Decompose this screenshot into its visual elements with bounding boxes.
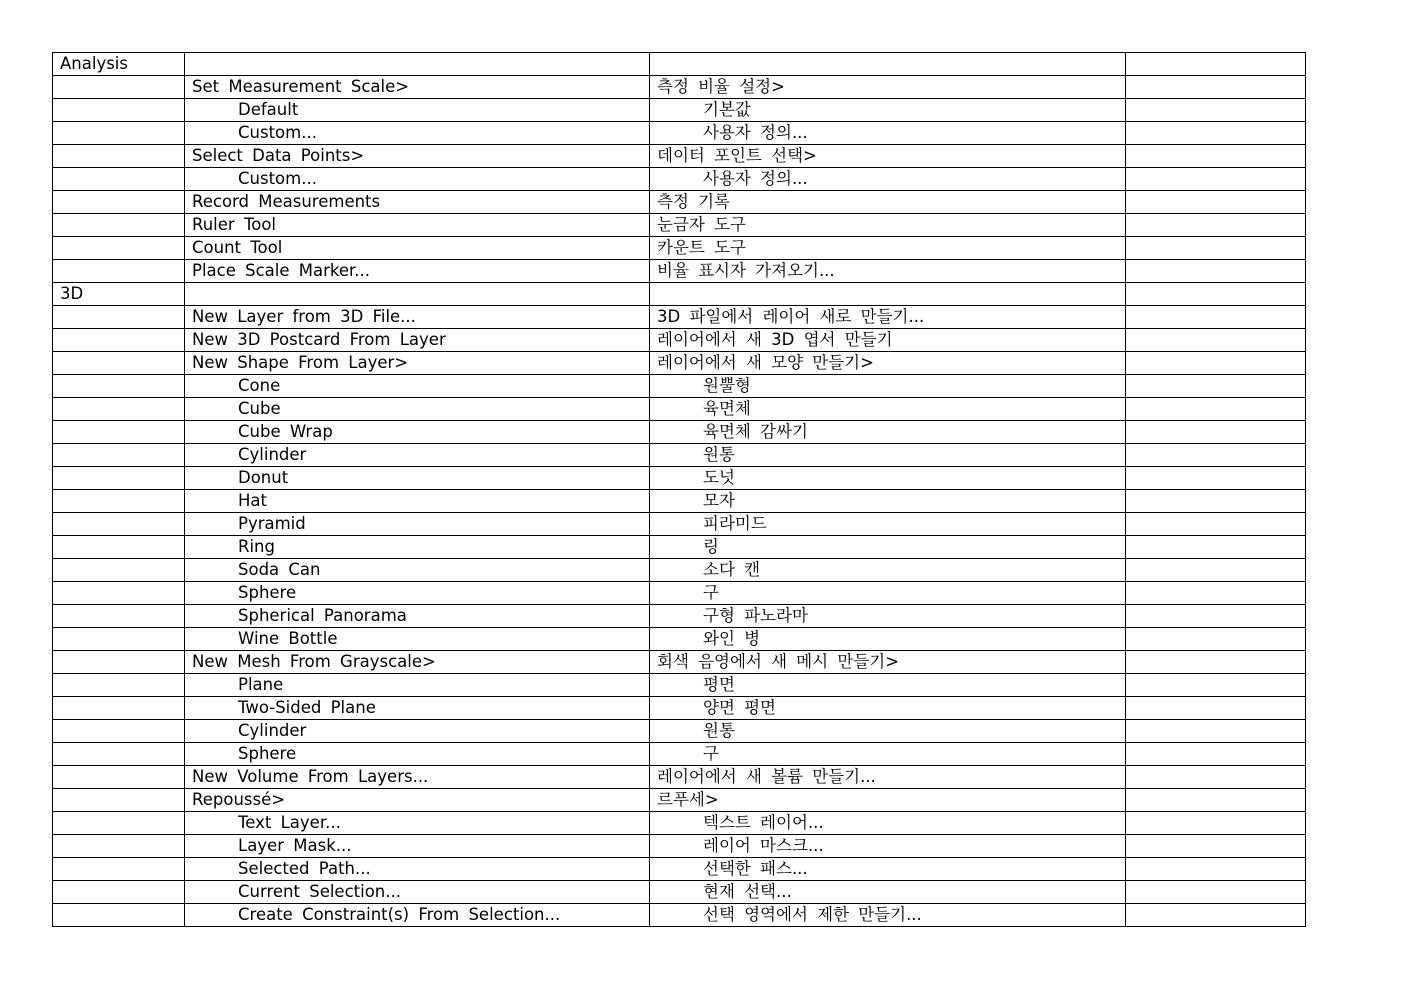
note-cell bbox=[1126, 467, 1306, 490]
note-cell bbox=[1126, 76, 1306, 99]
note-cell bbox=[1126, 605, 1306, 628]
table-row bbox=[53, 904, 1306, 927]
table-row bbox=[53, 76, 1306, 99]
menu-category-cell bbox=[53, 375, 185, 398]
note-cell bbox=[1126, 720, 1306, 743]
korean-label-cell: 구형 파노라마 bbox=[650, 605, 1126, 628]
menu-category-cell bbox=[53, 766, 185, 789]
table-row bbox=[53, 237, 1306, 260]
note-cell bbox=[1126, 306, 1306, 329]
english-label-cell: Ring bbox=[185, 536, 650, 559]
note-cell bbox=[1126, 536, 1306, 559]
table-row bbox=[53, 329, 1306, 352]
menu-category-cell bbox=[53, 76, 185, 99]
english-label-cell: Current Selection... bbox=[185, 881, 650, 904]
table-row bbox=[53, 490, 1306, 513]
menu-category-cell bbox=[53, 628, 185, 651]
korean-label-cell: 측정 비율 설정> bbox=[650, 76, 1126, 99]
korean-label-cell bbox=[650, 53, 1126, 76]
menu-category-cell bbox=[53, 697, 185, 720]
english-label-cell: Plane bbox=[185, 674, 650, 697]
note-cell bbox=[1126, 697, 1306, 720]
note-cell bbox=[1126, 490, 1306, 513]
english-label-cell: Repoussé> bbox=[185, 789, 650, 812]
korean-label-cell: 원통 bbox=[650, 444, 1126, 467]
korean-label-cell: 육면체 감싸기 bbox=[650, 421, 1126, 444]
note-cell bbox=[1126, 674, 1306, 697]
menu-category-cell bbox=[53, 352, 185, 375]
korean-label-cell: 구 bbox=[650, 743, 1126, 766]
korean-label-cell bbox=[650, 283, 1126, 306]
korean-label-cell: 레이어에서 새 볼륨 만들기... bbox=[650, 766, 1126, 789]
english-label-cell: Cylinder bbox=[185, 444, 650, 467]
english-label-cell: Cube bbox=[185, 398, 650, 421]
english-label-cell bbox=[185, 53, 650, 76]
korean-label-cell: 회색 음영에서 새 메시 만들기> bbox=[650, 651, 1126, 674]
table-row bbox=[53, 467, 1306, 490]
korean-label-cell: 레이어 마스크... bbox=[650, 835, 1126, 858]
menu-category-cell bbox=[53, 490, 185, 513]
korean-label-cell: 카운트 도구 bbox=[650, 237, 1126, 260]
note-cell bbox=[1126, 789, 1306, 812]
english-label-cell: Soda Can bbox=[185, 559, 650, 582]
menu-category-cell bbox=[53, 99, 185, 122]
korean-label-cell: 데이터 포인트 선택> bbox=[650, 145, 1126, 168]
menu-category-cell bbox=[53, 743, 185, 766]
table-row bbox=[53, 375, 1306, 398]
table-row bbox=[53, 168, 1306, 191]
korean-label-cell: 원뿔형 bbox=[650, 375, 1126, 398]
english-label-cell: Custom... bbox=[185, 122, 650, 145]
table-row bbox=[53, 444, 1306, 467]
table-body bbox=[53, 53, 1306, 927]
english-label-cell: Select Data Points> bbox=[185, 145, 650, 168]
korean-label-cell: 평면 bbox=[650, 674, 1126, 697]
menu-category-cell bbox=[53, 674, 185, 697]
menu-category-cell bbox=[53, 168, 185, 191]
english-label-cell: Sphere bbox=[185, 582, 650, 605]
korean-label-cell: 눈금자 도구 bbox=[650, 214, 1126, 237]
note-cell bbox=[1126, 237, 1306, 260]
english-label-cell: Cube Wrap bbox=[185, 421, 650, 444]
menu-translation-table bbox=[52, 52, 1306, 927]
table-row bbox=[53, 559, 1306, 582]
table-row bbox=[53, 674, 1306, 697]
english-label-cell: Create Constraint(s) From Selection... bbox=[185, 904, 650, 927]
table-row bbox=[53, 421, 1306, 444]
note-cell bbox=[1126, 168, 1306, 191]
menu-category-cell bbox=[53, 306, 185, 329]
menu-category-cell bbox=[53, 467, 185, 490]
english-label-cell: Custom... bbox=[185, 168, 650, 191]
table-row bbox=[53, 352, 1306, 375]
table-row bbox=[53, 651, 1306, 674]
english-label-cell: Set Measurement Scale> bbox=[185, 76, 650, 99]
korean-label-cell: 구 bbox=[650, 582, 1126, 605]
note-cell bbox=[1126, 421, 1306, 444]
note-cell bbox=[1126, 99, 1306, 122]
korean-label-cell: 와인 병 bbox=[650, 628, 1126, 651]
korean-label-cell: 선택 영역에서 제한 만들기... bbox=[650, 904, 1126, 927]
menu-category-cell bbox=[53, 858, 185, 881]
table-row bbox=[53, 306, 1306, 329]
table-row bbox=[53, 145, 1306, 168]
table-row bbox=[53, 835, 1306, 858]
menu-category-cell bbox=[53, 421, 185, 444]
note-cell bbox=[1126, 513, 1306, 536]
table-row bbox=[53, 536, 1306, 559]
menu-category-cell bbox=[53, 191, 185, 214]
menu-category-cell: Analysis bbox=[53, 53, 185, 76]
note-cell bbox=[1126, 559, 1306, 582]
menu-category-cell bbox=[53, 145, 185, 168]
korean-label-cell: 피라미드 bbox=[650, 513, 1126, 536]
menu-category-cell bbox=[53, 582, 185, 605]
korean-label-cell: 선택한 패스... bbox=[650, 858, 1126, 881]
note-cell bbox=[1126, 444, 1306, 467]
menu-category-cell bbox=[53, 789, 185, 812]
korean-label-cell: 모자 bbox=[650, 490, 1126, 513]
english-label-cell: New Volume From Layers... bbox=[185, 766, 650, 789]
table-row bbox=[53, 191, 1306, 214]
table-row bbox=[53, 743, 1306, 766]
korean-label-cell: 기본값 bbox=[650, 99, 1126, 122]
english-label-cell: Ruler Tool bbox=[185, 214, 650, 237]
table-row bbox=[53, 628, 1306, 651]
note-cell bbox=[1126, 766, 1306, 789]
note-cell bbox=[1126, 628, 1306, 651]
korean-label-cell: 레이어에서 새 3D 엽서 만들기 bbox=[650, 329, 1126, 352]
menu-category-cell bbox=[53, 881, 185, 904]
korean-label-cell: 측정 기록 bbox=[650, 191, 1126, 214]
english-label-cell: Spherical Panorama bbox=[185, 605, 650, 628]
english-label-cell: New Shape From Layer> bbox=[185, 352, 650, 375]
table-row bbox=[53, 283, 1306, 306]
note-cell bbox=[1126, 145, 1306, 168]
menu-category-cell bbox=[53, 605, 185, 628]
table-row bbox=[53, 53, 1306, 76]
english-label-cell: Wine Bottle bbox=[185, 628, 650, 651]
english-label-cell: Text Layer... bbox=[185, 812, 650, 835]
menu-category-cell bbox=[53, 237, 185, 260]
table-row bbox=[53, 720, 1306, 743]
english-label-cell: Layer Mask... bbox=[185, 835, 650, 858]
korean-label-cell: 원통 bbox=[650, 720, 1126, 743]
english-label-cell: Hat bbox=[185, 490, 650, 513]
table-row bbox=[53, 697, 1306, 720]
note-cell bbox=[1126, 260, 1306, 283]
table-row bbox=[53, 789, 1306, 812]
english-label-cell bbox=[185, 283, 650, 306]
english-label-cell: New Layer from 3D File... bbox=[185, 306, 650, 329]
korean-label-cell: 사용자 정의... bbox=[650, 122, 1126, 145]
table-row bbox=[53, 881, 1306, 904]
note-cell bbox=[1126, 375, 1306, 398]
note-cell bbox=[1126, 881, 1306, 904]
korean-label-cell: 레이어에서 새 모양 만들기> bbox=[650, 352, 1126, 375]
note-cell bbox=[1126, 352, 1306, 375]
table-row bbox=[53, 99, 1306, 122]
menu-category-cell bbox=[53, 835, 185, 858]
note-cell bbox=[1126, 191, 1306, 214]
table-row bbox=[53, 214, 1306, 237]
korean-label-cell: 도넛 bbox=[650, 467, 1126, 490]
table-row bbox=[53, 260, 1306, 283]
note-cell bbox=[1126, 743, 1306, 766]
english-label-cell: Pyramid bbox=[185, 513, 650, 536]
menu-category-cell bbox=[53, 260, 185, 283]
menu-category-cell: 3D bbox=[53, 283, 185, 306]
menu-category-cell bbox=[53, 513, 185, 536]
korean-label-cell: 양면 평면 bbox=[650, 697, 1126, 720]
note-cell bbox=[1126, 582, 1306, 605]
english-label-cell: Cylinder bbox=[185, 720, 650, 743]
english-label-cell: New Mesh From Grayscale> bbox=[185, 651, 650, 674]
note-cell bbox=[1126, 53, 1306, 76]
korean-label-cell: 비율 표시자 가져오기... bbox=[650, 260, 1126, 283]
korean-label-cell: 육면체 bbox=[650, 398, 1126, 421]
menu-category-cell bbox=[53, 651, 185, 674]
table-row bbox=[53, 122, 1306, 145]
menu-category-cell bbox=[53, 398, 185, 421]
english-label-cell: Two-Sided Plane bbox=[185, 697, 650, 720]
note-cell bbox=[1126, 812, 1306, 835]
table-row bbox=[53, 582, 1306, 605]
note-cell bbox=[1126, 904, 1306, 927]
english-label-cell: Selected Path... bbox=[185, 858, 650, 881]
menu-category-cell bbox=[53, 122, 185, 145]
menu-category-cell bbox=[53, 444, 185, 467]
english-label-cell: New 3D Postcard From Layer bbox=[185, 329, 650, 352]
menu-category-cell bbox=[53, 536, 185, 559]
table-row bbox=[53, 513, 1306, 536]
note-cell bbox=[1126, 214, 1306, 237]
note-cell bbox=[1126, 398, 1306, 421]
korean-label-cell: 텍스트 레이어... bbox=[650, 812, 1126, 835]
table-row bbox=[53, 858, 1306, 881]
menu-category-cell bbox=[53, 720, 185, 743]
table-row bbox=[53, 398, 1306, 421]
note-cell bbox=[1126, 858, 1306, 881]
note-cell bbox=[1126, 329, 1306, 352]
korean-label-cell: 링 bbox=[650, 536, 1126, 559]
english-label-cell: Sphere bbox=[185, 743, 650, 766]
table-row bbox=[53, 812, 1306, 835]
note-cell bbox=[1126, 283, 1306, 306]
korean-label-cell: 소다 캔 bbox=[650, 559, 1126, 582]
korean-label-cell: 현재 선택... bbox=[650, 881, 1126, 904]
note-cell bbox=[1126, 122, 1306, 145]
english-label-cell: Default bbox=[185, 99, 650, 122]
korean-label-cell: 사용자 정의... bbox=[650, 168, 1126, 191]
menu-category-cell bbox=[53, 812, 185, 835]
menu-category-cell bbox=[53, 214, 185, 237]
note-cell bbox=[1126, 651, 1306, 674]
menu-category-cell bbox=[53, 559, 185, 582]
table-row bbox=[53, 605, 1306, 628]
menu-category-cell bbox=[53, 329, 185, 352]
english-label-cell: Count Tool bbox=[185, 237, 650, 260]
english-label-cell: Record Measurements bbox=[185, 191, 650, 214]
note-cell bbox=[1126, 835, 1306, 858]
english-label-cell: Place Scale Marker... bbox=[185, 260, 650, 283]
korean-label-cell: 르푸세> bbox=[650, 789, 1126, 812]
english-label-cell: Donut bbox=[185, 467, 650, 490]
menu-category-cell bbox=[53, 904, 185, 927]
korean-label-cell: 3D 파일에서 레이어 새로 만들기... bbox=[650, 306, 1126, 329]
table-row bbox=[53, 766, 1306, 789]
english-label-cell: Cone bbox=[185, 375, 650, 398]
